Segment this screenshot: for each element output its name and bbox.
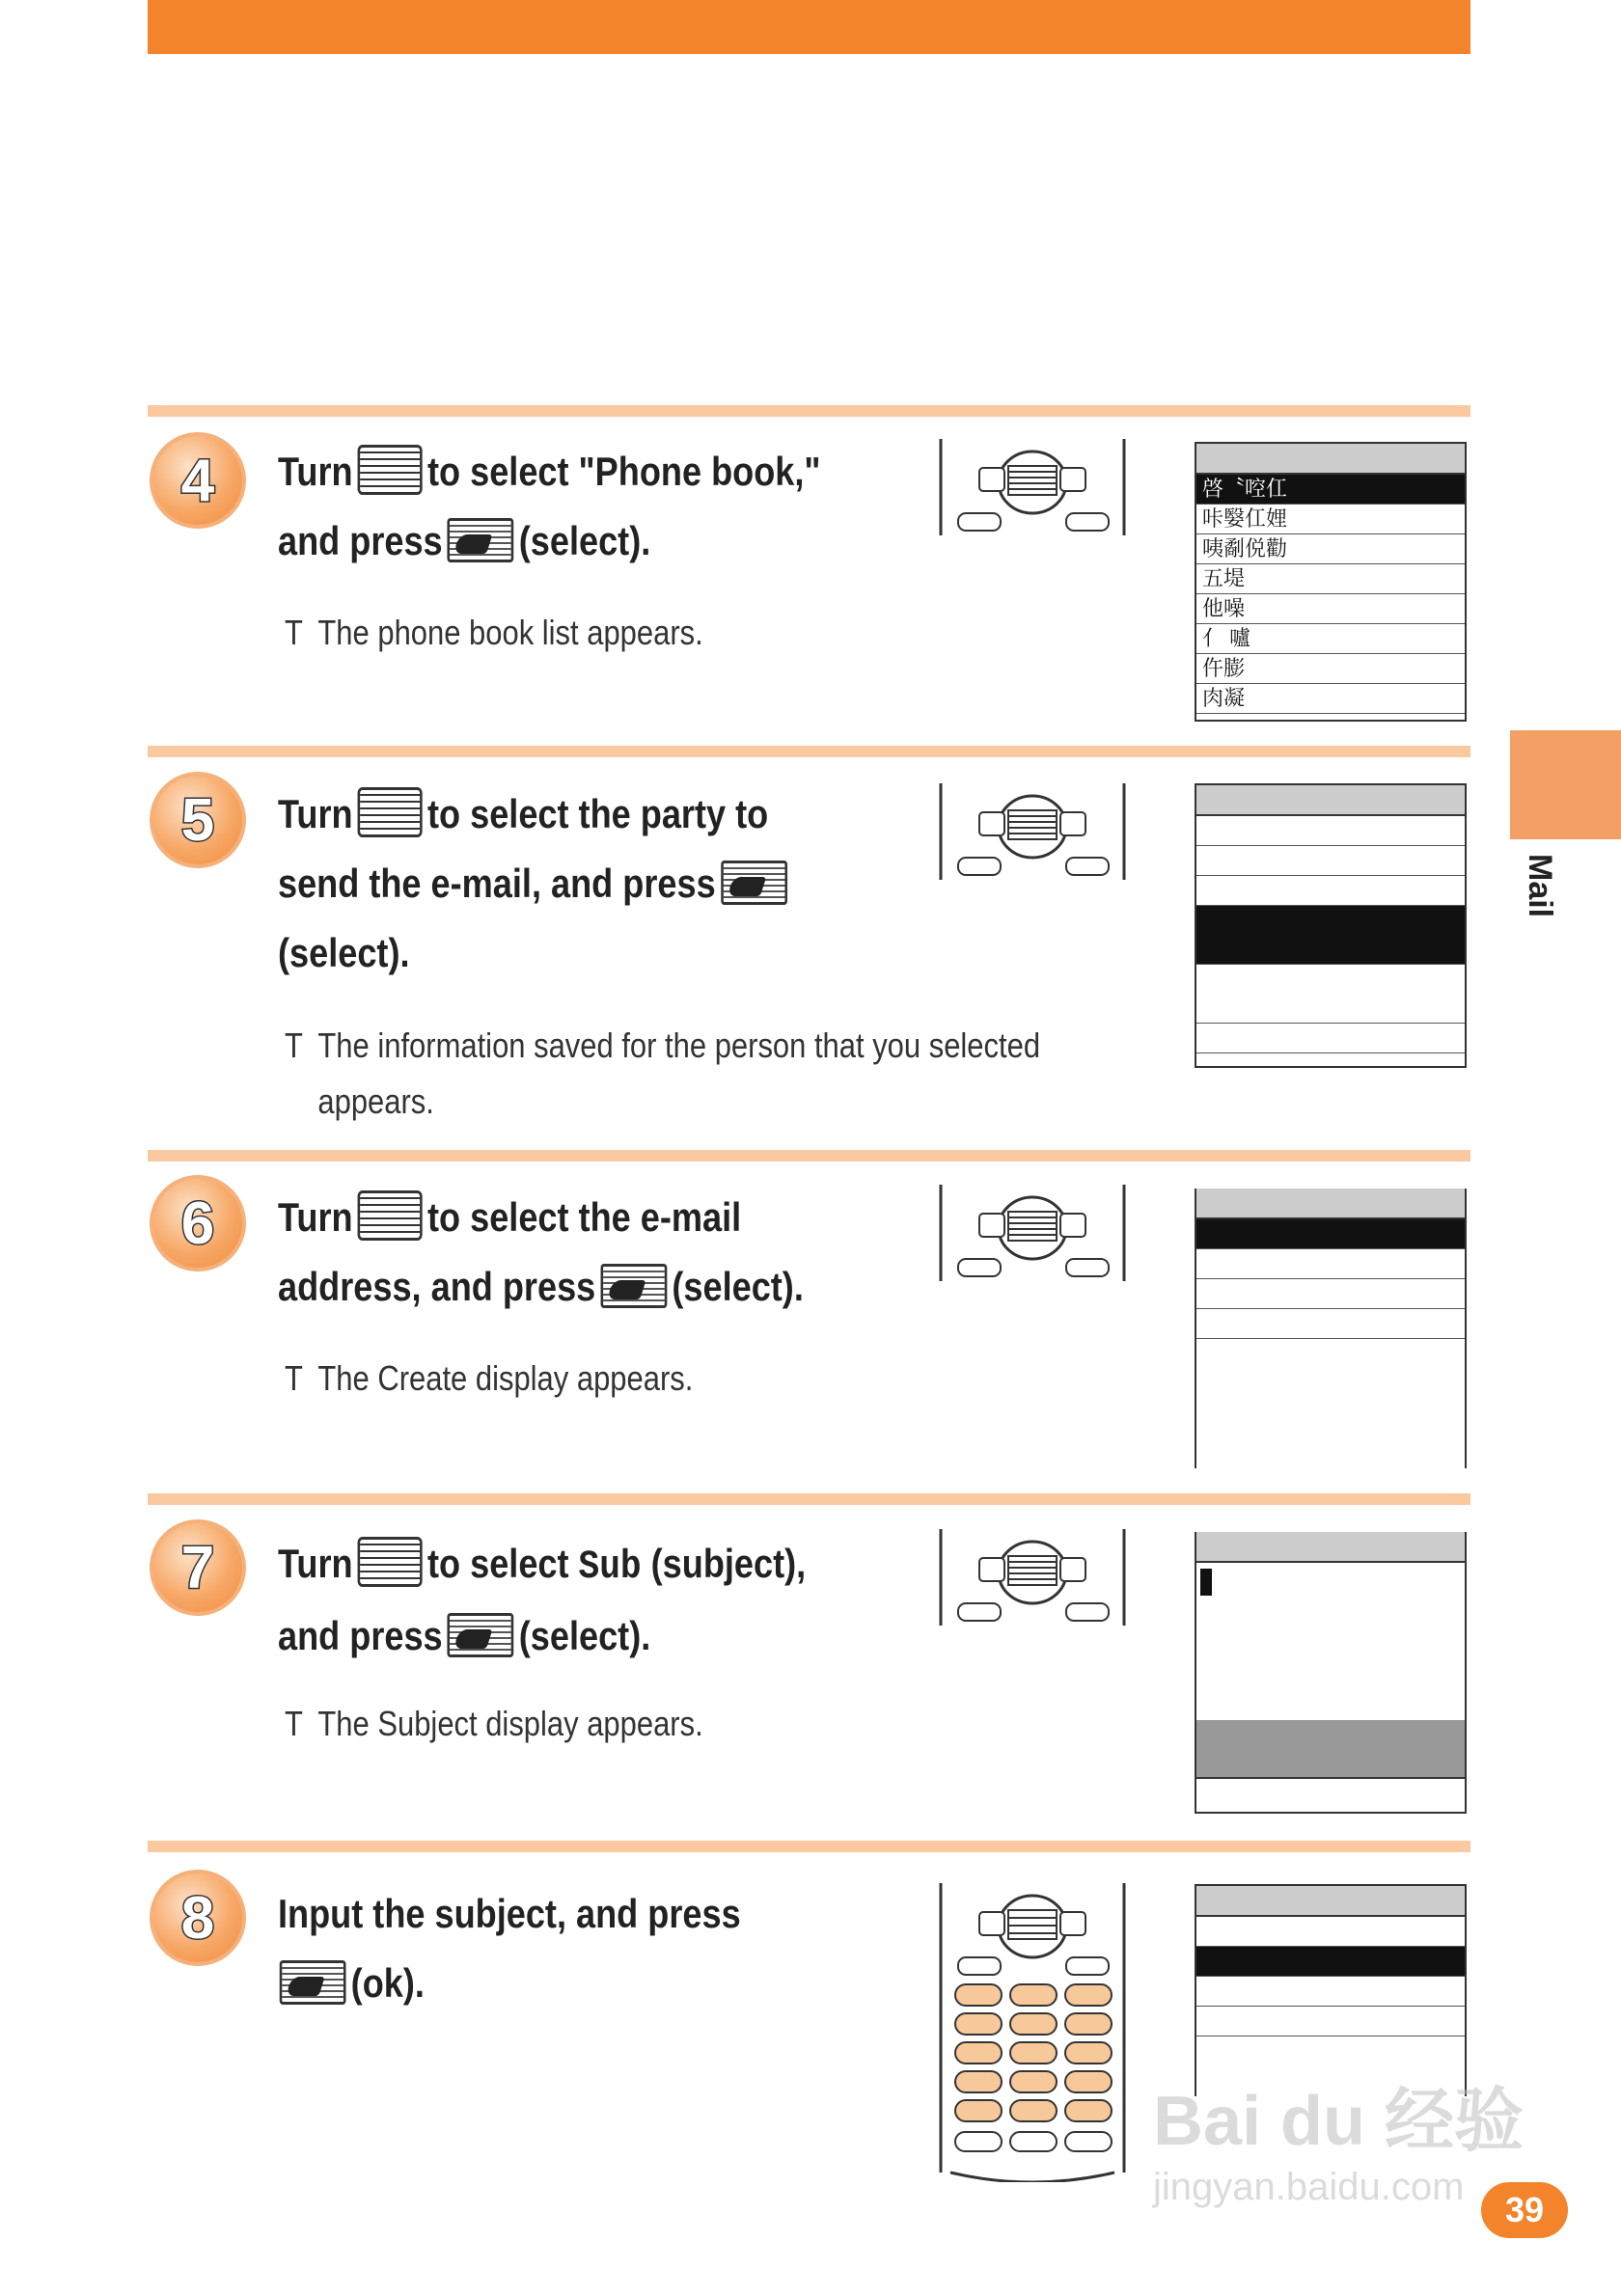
detail-row bbox=[1196, 816, 1465, 846]
step-divider bbox=[148, 405, 1470, 417]
center-key-icon bbox=[448, 1613, 514, 1657]
subject-icon: Sub bbox=[578, 1544, 642, 1590]
page-number: 39 bbox=[1481, 2182, 1568, 2238]
list-item: 啓〝啌仜 bbox=[1196, 475, 1465, 505]
step-number-badge: 4 bbox=[150, 432, 246, 529]
center-key-icon bbox=[448, 518, 514, 562]
body-field bbox=[1196, 2007, 1465, 2036]
attachment-field bbox=[1196, 1977, 1465, 2007]
list-item: 咦劀侻勸 bbox=[1196, 534, 1465, 564]
body-field bbox=[1196, 1309, 1465, 1339]
detail-row-selected bbox=[1196, 906, 1465, 965]
step-number-badge: 5 bbox=[150, 772, 246, 868]
step-number-badge: 6 bbox=[150, 1175, 246, 1271]
step-instruction: Turn to select "Phone book," and press (select). bbox=[278, 437, 821, 576]
input-panel bbox=[1196, 1720, 1465, 1778]
dial-key-icon bbox=[358, 1537, 423, 1587]
phone-screen-contact-details bbox=[1195, 783, 1467, 1068]
text-cursor bbox=[1200, 1569, 1212, 1596]
to-field bbox=[1196, 1917, 1465, 1947]
step-divider bbox=[148, 1841, 1470, 1852]
phone-screen-create-mail bbox=[1195, 1189, 1467, 1468]
phone-keypad-illustration bbox=[931, 783, 1134, 899]
detail-row bbox=[1196, 1024, 1465, 1053]
step-note: T The information saved for the person that you selected appears. bbox=[285, 1025, 1041, 1121]
detail-row bbox=[1196, 876, 1465, 906]
attachment-field bbox=[1196, 1279, 1465, 1309]
step-divider bbox=[148, 746, 1470, 757]
screen-title-bar bbox=[1196, 1532, 1465, 1563]
phone-keypad-illustration bbox=[931, 1529, 1134, 1645]
step-instruction: Turn to select Sub (subject), and press (select). bbox=[278, 1529, 806, 1671]
detail-row bbox=[1196, 965, 1465, 1024]
step-note: T The Create display appears. bbox=[285, 1358, 694, 1398]
softkey-bar bbox=[1196, 1777, 1465, 1812]
list-item: 亻 嚧 bbox=[1196, 624, 1465, 654]
step-divider bbox=[148, 1150, 1470, 1162]
subject-field bbox=[1196, 1947, 1465, 1977]
list-item: 他噪 bbox=[1196, 594, 1465, 624]
step-divider bbox=[148, 1493, 1470, 1505]
list-item: 仵膨 bbox=[1196, 654, 1465, 684]
watermark: Bai du 经验 bbox=[1153, 2083, 1525, 2160]
screen-title-bar bbox=[1196, 1886, 1465, 1917]
list-item: 肉凝 bbox=[1196, 684, 1465, 714]
step-number-badge: 7 bbox=[150, 1519, 246, 1616]
screen-title-bar bbox=[1196, 1189, 1465, 1219]
detail-row bbox=[1196, 846, 1465, 876]
screen-tab-bar bbox=[1196, 785, 1465, 816]
list-item: 五堤 bbox=[1196, 564, 1465, 594]
step-note: T The phone book list appears. bbox=[285, 613, 703, 652]
phone-screen-subject-input bbox=[1195, 1532, 1467, 1814]
step-instruction: Turn to select the party to send the e-mail, and press (select). bbox=[278, 779, 792, 988]
center-key-icon bbox=[280, 1960, 346, 2005]
center-key-icon bbox=[721, 861, 787, 905]
dial-key-icon bbox=[358, 445, 423, 495]
header-band bbox=[148, 0, 1470, 54]
step-note: T The Subject display appears. bbox=[285, 1704, 703, 1743]
section-tab bbox=[1510, 730, 1621, 839]
dial-key-icon bbox=[358, 787, 423, 837]
section-tab-label: Mail bbox=[1522, 854, 1558, 918]
step-instruction: Turn to select the e-mail address, and press (select). bbox=[278, 1183, 804, 1322]
phone-keypad-illustration bbox=[931, 1185, 1134, 1300]
phone-screen-phonebook-list bbox=[1195, 442, 1467, 722]
list-item: 咔嫛仜娌 bbox=[1196, 505, 1465, 534]
step-number-badge: 8 bbox=[150, 1870, 246, 1966]
phone-keypad-illustration bbox=[931, 439, 1134, 555]
screen-status-bar bbox=[1196, 444, 1465, 475]
watermark-url: jingyan.baidu.com bbox=[1153, 2166, 1465, 2208]
step-instruction: Input the subject, and press (ok). bbox=[278, 1891, 741, 2006]
subject-field bbox=[1196, 1249, 1465, 1279]
center-key-icon bbox=[600, 1264, 667, 1308]
dial-key-icon bbox=[358, 1190, 423, 1241]
phone-full-keypad-illustration bbox=[931, 1883, 1134, 2182]
to-field bbox=[1196, 1219, 1465, 1249]
